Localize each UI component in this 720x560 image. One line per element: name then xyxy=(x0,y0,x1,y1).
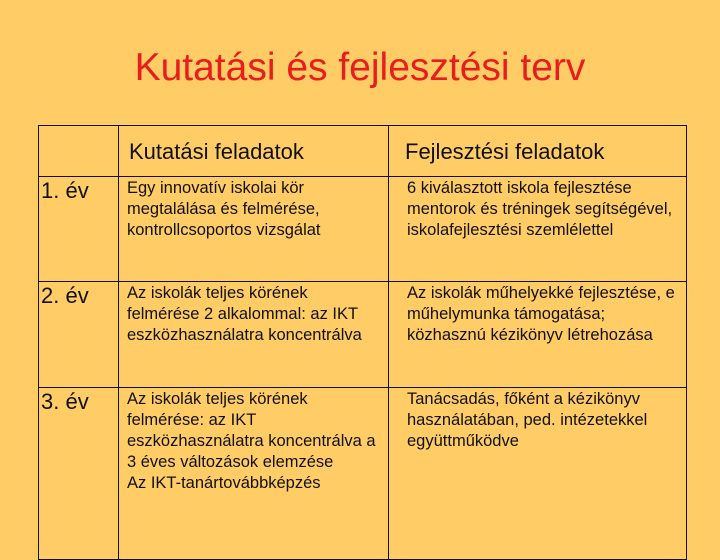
research-cell xyxy=(119,388,389,560)
header-empty-cell xyxy=(39,126,119,177)
table-row xyxy=(39,177,687,282)
slide-title: Kutatási és fejlesztési terv xyxy=(134,46,586,89)
plan-table xyxy=(38,125,687,560)
table-row xyxy=(39,388,687,560)
development-cell: Tanácsadás, főként a kézikönyv használatában, ped. intézetekkel együttműködve xyxy=(389,388,687,560)
development-cell: Az iskolák műhelyekké fejlesztése, e műhelymunka támogatása; közhasznú kézikönyv létrehozása xyxy=(389,282,687,388)
year-cell: 3. év xyxy=(39,388,119,560)
header-development: Fejlesztési feladatok xyxy=(389,126,687,177)
year-cell: 2. év xyxy=(39,282,119,388)
research-cell: Az iskolák teljes körének felmérése 2 alkalommal: az IKT eszközhasználatra koncentrálva xyxy=(119,282,389,388)
development-cell: 6 kiválasztott iskola fejlesztése mentorok és tréningek segítségével, iskolafejlesztési szemlélettel xyxy=(389,177,687,282)
header-research: Kutatási feladatok xyxy=(119,126,389,177)
table-header-row xyxy=(39,126,687,177)
research-extra-text: Az IKT-tanártovábbképzés xyxy=(127,474,321,492)
table-row xyxy=(39,282,687,388)
research-cell: Egy innovatív iskolai kör megtalálása és felmérése, kontrollcsoportos vizsgálat xyxy=(119,177,389,282)
year-cell: 1. év xyxy=(39,177,119,282)
research-text: Az iskolák teljes körének felmérése: az IKT eszközhasználatra koncentrálva a 3 éves változások elemzése xyxy=(127,390,376,471)
